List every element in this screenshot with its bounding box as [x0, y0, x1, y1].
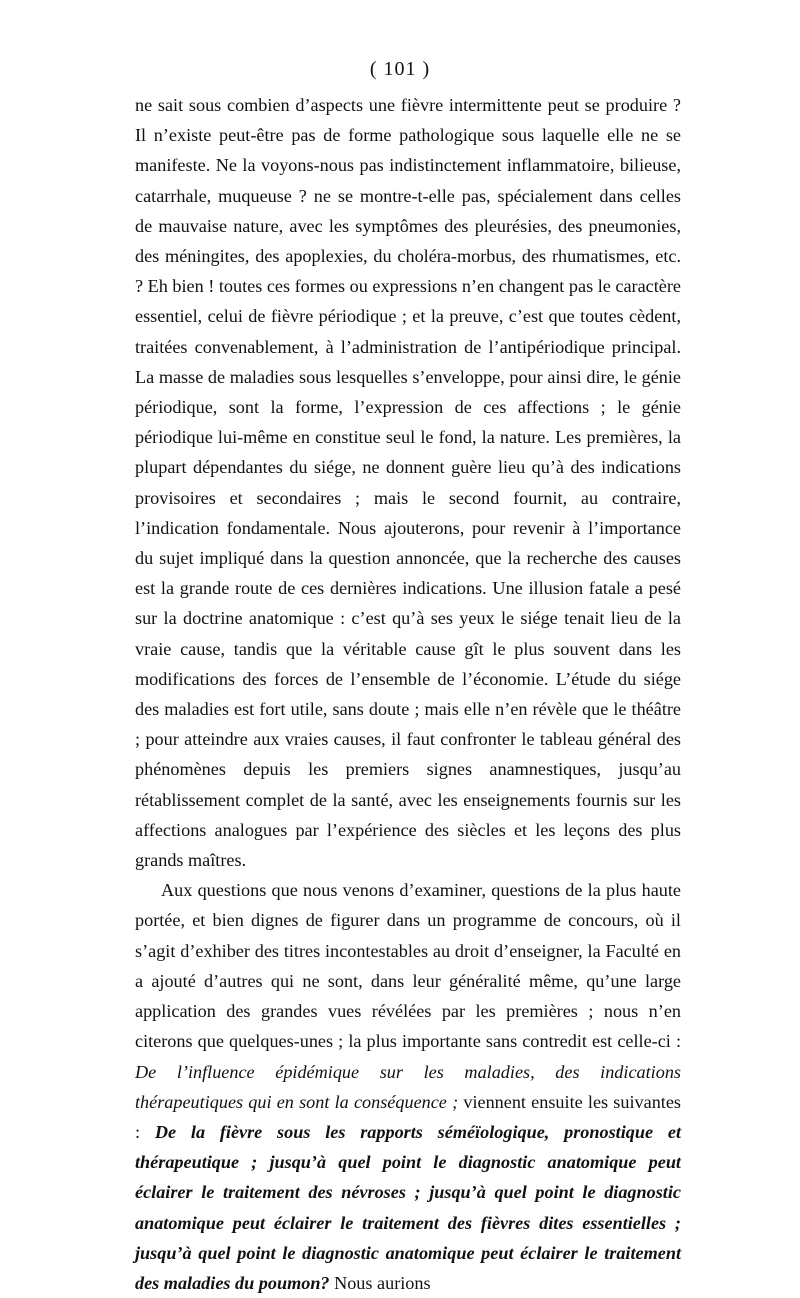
page-number: ( 101 ) — [369, 58, 431, 80]
question-epidemic-influence: De l’influence épidémique sur les maladies, des indications thérapeutiques qui en sont la conséquence ; — [135, 1061, 681, 1112]
paragraph-1: ne sait sous combien d’aspects une fièvre intermittente peut se produire ? Il n’existe peut-être pas de forme pathologique sous laquelle elle ne se manifeste. Ne la voyons-nous pas indistinctement inflammatoire, bilieuse, catarrhale, muqueuse ? ne se montre-t-elle pas, spécialement dans celles de mauvaise nature, avec les symptômes des pleurésies, des pneumonies, des méningites, des apoplexies, du choléra-morbus, des rhumatismes, etc. ? Eh bien ! toutes ces formes ou expressions n’en changent pas le caractère essentiel, celui de fièvre périodique ; et la preuve, c’est que toutes cèdent, traitées convenablement, à l’administration de l’antipériodique principal. La masse de maladies sous lesquelles s’enveloppe, pour ainsi dire, le génie périodique, sont la forme, l’expression de ces affections ; le génie périodique lui-même en constitue seul le fond, la nature. Les premières, la plupart dépendantes du siége, ne donnent guère lieu qu’à des indications provisoires et secondaires ; mais le second fournit, au contraire, l’indication fondamentale. Nous ajouterons, pour revenir à l’importance du sujet impliqué dans la question annoncée, que la recherche des causes est la grande route de ces dernières indications. Une illusion fatale a pesé sur la doctrine anatomique : c’est qu’à ses yeux le siége tenait lieu de la vraie cause, tandis que la véritable cause gît le plus souvent dans les modifications des forces de l’ensemble de l’économie. L’étude du siége des maladies est fort utile, sans doute ; mais elle n’en révèle que le théâtre ; pour atteindre aux vraies causes, il faut confronter le tableau général des phénomènes depuis les premiers signes anamnestiques, jusqu’au rétablissement complet de la santé, avec les enseignements fournis sur les affections analogues par l’expérience des siècles et les leçons des plus grands maîtres. — [135, 95, 681, 871]
paragraph-2 — [135, 875, 681, 1298]
paragraph-2-end: Nous aurions — [334, 1272, 431, 1293]
body-text — [135, 90, 681, 1298]
paragraph-2-intro: Aux questions que nous venons d’examiner, questions de la plus haute portée, et bien dignes de figurer dans un programme de concours, où il s’agit d’exhiber des titres incontestables au droit d’enseigner, la Faculté en a ajouté d’autres qui ne sont, dans leur généralité même, qu’une large application des grandes vues révélées par les premières ; nous n’en citerons que quelques-unes ; la plus importante sans contredit est celle-ci : — [135, 880, 681, 1052]
paragraph-2-transition: viennent ensuite les suivantes : — [135, 1091, 681, 1142]
question-list-fever-diagnosis: De la fièvre sous les rapports séméïologique, pronostique et thérapeutique ; jusqu’à quel point le diagnostic anatomique peut éclairer le traitement des névroses ; jusqu’à quel point le diagnostic anatomique peut éclairer le traitement des fièvres dites essentielles ; jusqu’à quel point le diagnostic anatomique peut éclairer le traitement des maladies du poumon? — [135, 1121, 681, 1293]
